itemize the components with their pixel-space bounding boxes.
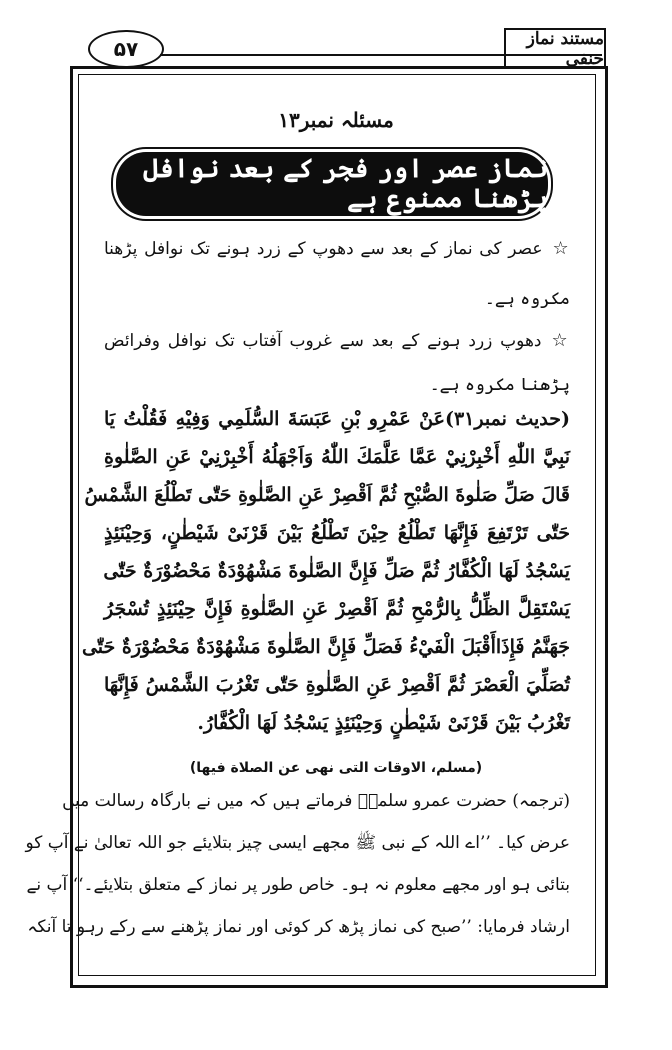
issue-title-banner: نماز عصر اور فجر کے بعد نوافل پڑھنا ممنوع ہے bbox=[116, 152, 548, 216]
translation-line-1: (ترجمہ) حضرت عمرو سلمیؓ فرماتے ہیں کہ میں نے بارگاہ رسالت میں bbox=[62, 791, 570, 811]
hadith-line-4: حَتّٰى تَرْتَفِعَ فَإِنَّهَا تَطْلُعُ حِيْنَ تَطْلُعُ بَيْنَ قَرْنَىْ شَيْطٰنٍ، وَحِيْنَئِذٍ bbox=[104, 522, 570, 544]
star-icon: ☆ bbox=[551, 330, 570, 351]
hadith-line-5: يَسْجُدُ لَهَا الْكُفَّارُ ثُمَّ صَلِّ فَإِنَّ الصَّلٰوةَ مَشْهُوْدَةٌ مَحْضُوْرَةٌ حَتّٰى bbox=[103, 560, 570, 582]
point-1-line-1 bbox=[104, 238, 570, 259]
hadith-line-8: تُصَلِّيَ الْعَصْرَ ثُمَّ اَقْصِرْ عَنِ الصَّلٰوةِ حَتّٰى تَغْرُبَ الشَّمْسُ فَإِنَّهَا bbox=[104, 674, 570, 696]
hadith-line-9: تَغْرُبُ بَيْنَ قَرْنَىْ شَيْطٰنٍ وَحِيْنَئِذٍ يَسْجُدُ لَهَا الْكُفَّارُ. bbox=[197, 712, 570, 734]
star-icon: ☆ bbox=[552, 238, 570, 259]
issue-number: مسئلہ نمبر۱۳ bbox=[278, 108, 394, 132]
point-1-line-2: مکروہ ہے۔ bbox=[484, 289, 570, 309]
hadith-line-6: يَسْتَقِلَّ الظِّلُّ بِالرُّمْحِ ثُمَّ اَقْصِرْ عَنِ الصَّلٰوةِ فَإِنَّ حِيْنَئِذٍ تُسْجَرُ bbox=[104, 598, 570, 620]
hadith-line-1: (حدیث نمبر۳۱)عَنْ عَمْرِو بْنِ عَبَسَةَ السُّلَمِي وَفِيْهِ فَقُلْتُ يَا bbox=[104, 408, 570, 430]
point-2-line-2: پڑھنا مکروہ ہے۔ bbox=[429, 375, 570, 395]
hadith-line-2: نَبِيَّ اللّٰهِ أَخْبِرْنِيْ عَمَّا عَلَّمَكَ اللّٰهُ وَاَجْهَلُهُ أَخْبِرْنِيْ عَنِ الصَّلٰوةِ bbox=[104, 446, 570, 468]
running-title: مستند نماز حنفی bbox=[504, 28, 606, 68]
point-2-line-1 bbox=[104, 330, 570, 351]
point-text: دھوپ زرد ہونے کے بعد سے غروب آفتاب تک نوافل وفرائض bbox=[104, 331, 542, 351]
translation-line-3: بتائی ہو اور مجھے معلوم نہ ہو۔ خاص طور پر نماز کے متعلق بتلایئے۔‘‘ آپ نے bbox=[26, 875, 570, 895]
hadith-line-3: قَالَ صَلِّ صَلٰوةَ الصُّبْحِ ثُمَّ اَقْصِرْ عَنِ الصَّلٰوةِ حَتّٰى تَطْلُعَ الشَّمْسُ bbox=[84, 484, 570, 506]
page-number: ۵۷ bbox=[88, 30, 164, 68]
translation-line-4: ارشاد فرمایا: ’’صبح کی نماز پڑھ کر کوئی اور نماز پڑھنے سے رکے رہو تا آنکہ bbox=[27, 917, 570, 937]
hadith-reference: (مسلم، الاوقات التی نهی عن الصلاة فیها) bbox=[189, 760, 483, 776]
translation-line-2: عرض کیا۔ ’’اے اللہ کے نبی ﷺ مجھے ایسی چیز بتلایئے جو اللہ تعالیٰ نے آپ کو bbox=[25, 833, 570, 853]
point-text: عصر کی نماز کے بعد سے دھوپ کے زرد ہونے تک نوافل پڑھنا bbox=[104, 239, 543, 259]
hadith-line-7: جَهَنَّمُ فَإِذَاأَقْبَلَ الْفَيْءُ فَصَلِّ فَإِنَّ الصَّلٰوةَ مَشْهُوْدَةٌ مَحْضُوْرَةٌ حَتّٰى bbox=[81, 636, 570, 658]
